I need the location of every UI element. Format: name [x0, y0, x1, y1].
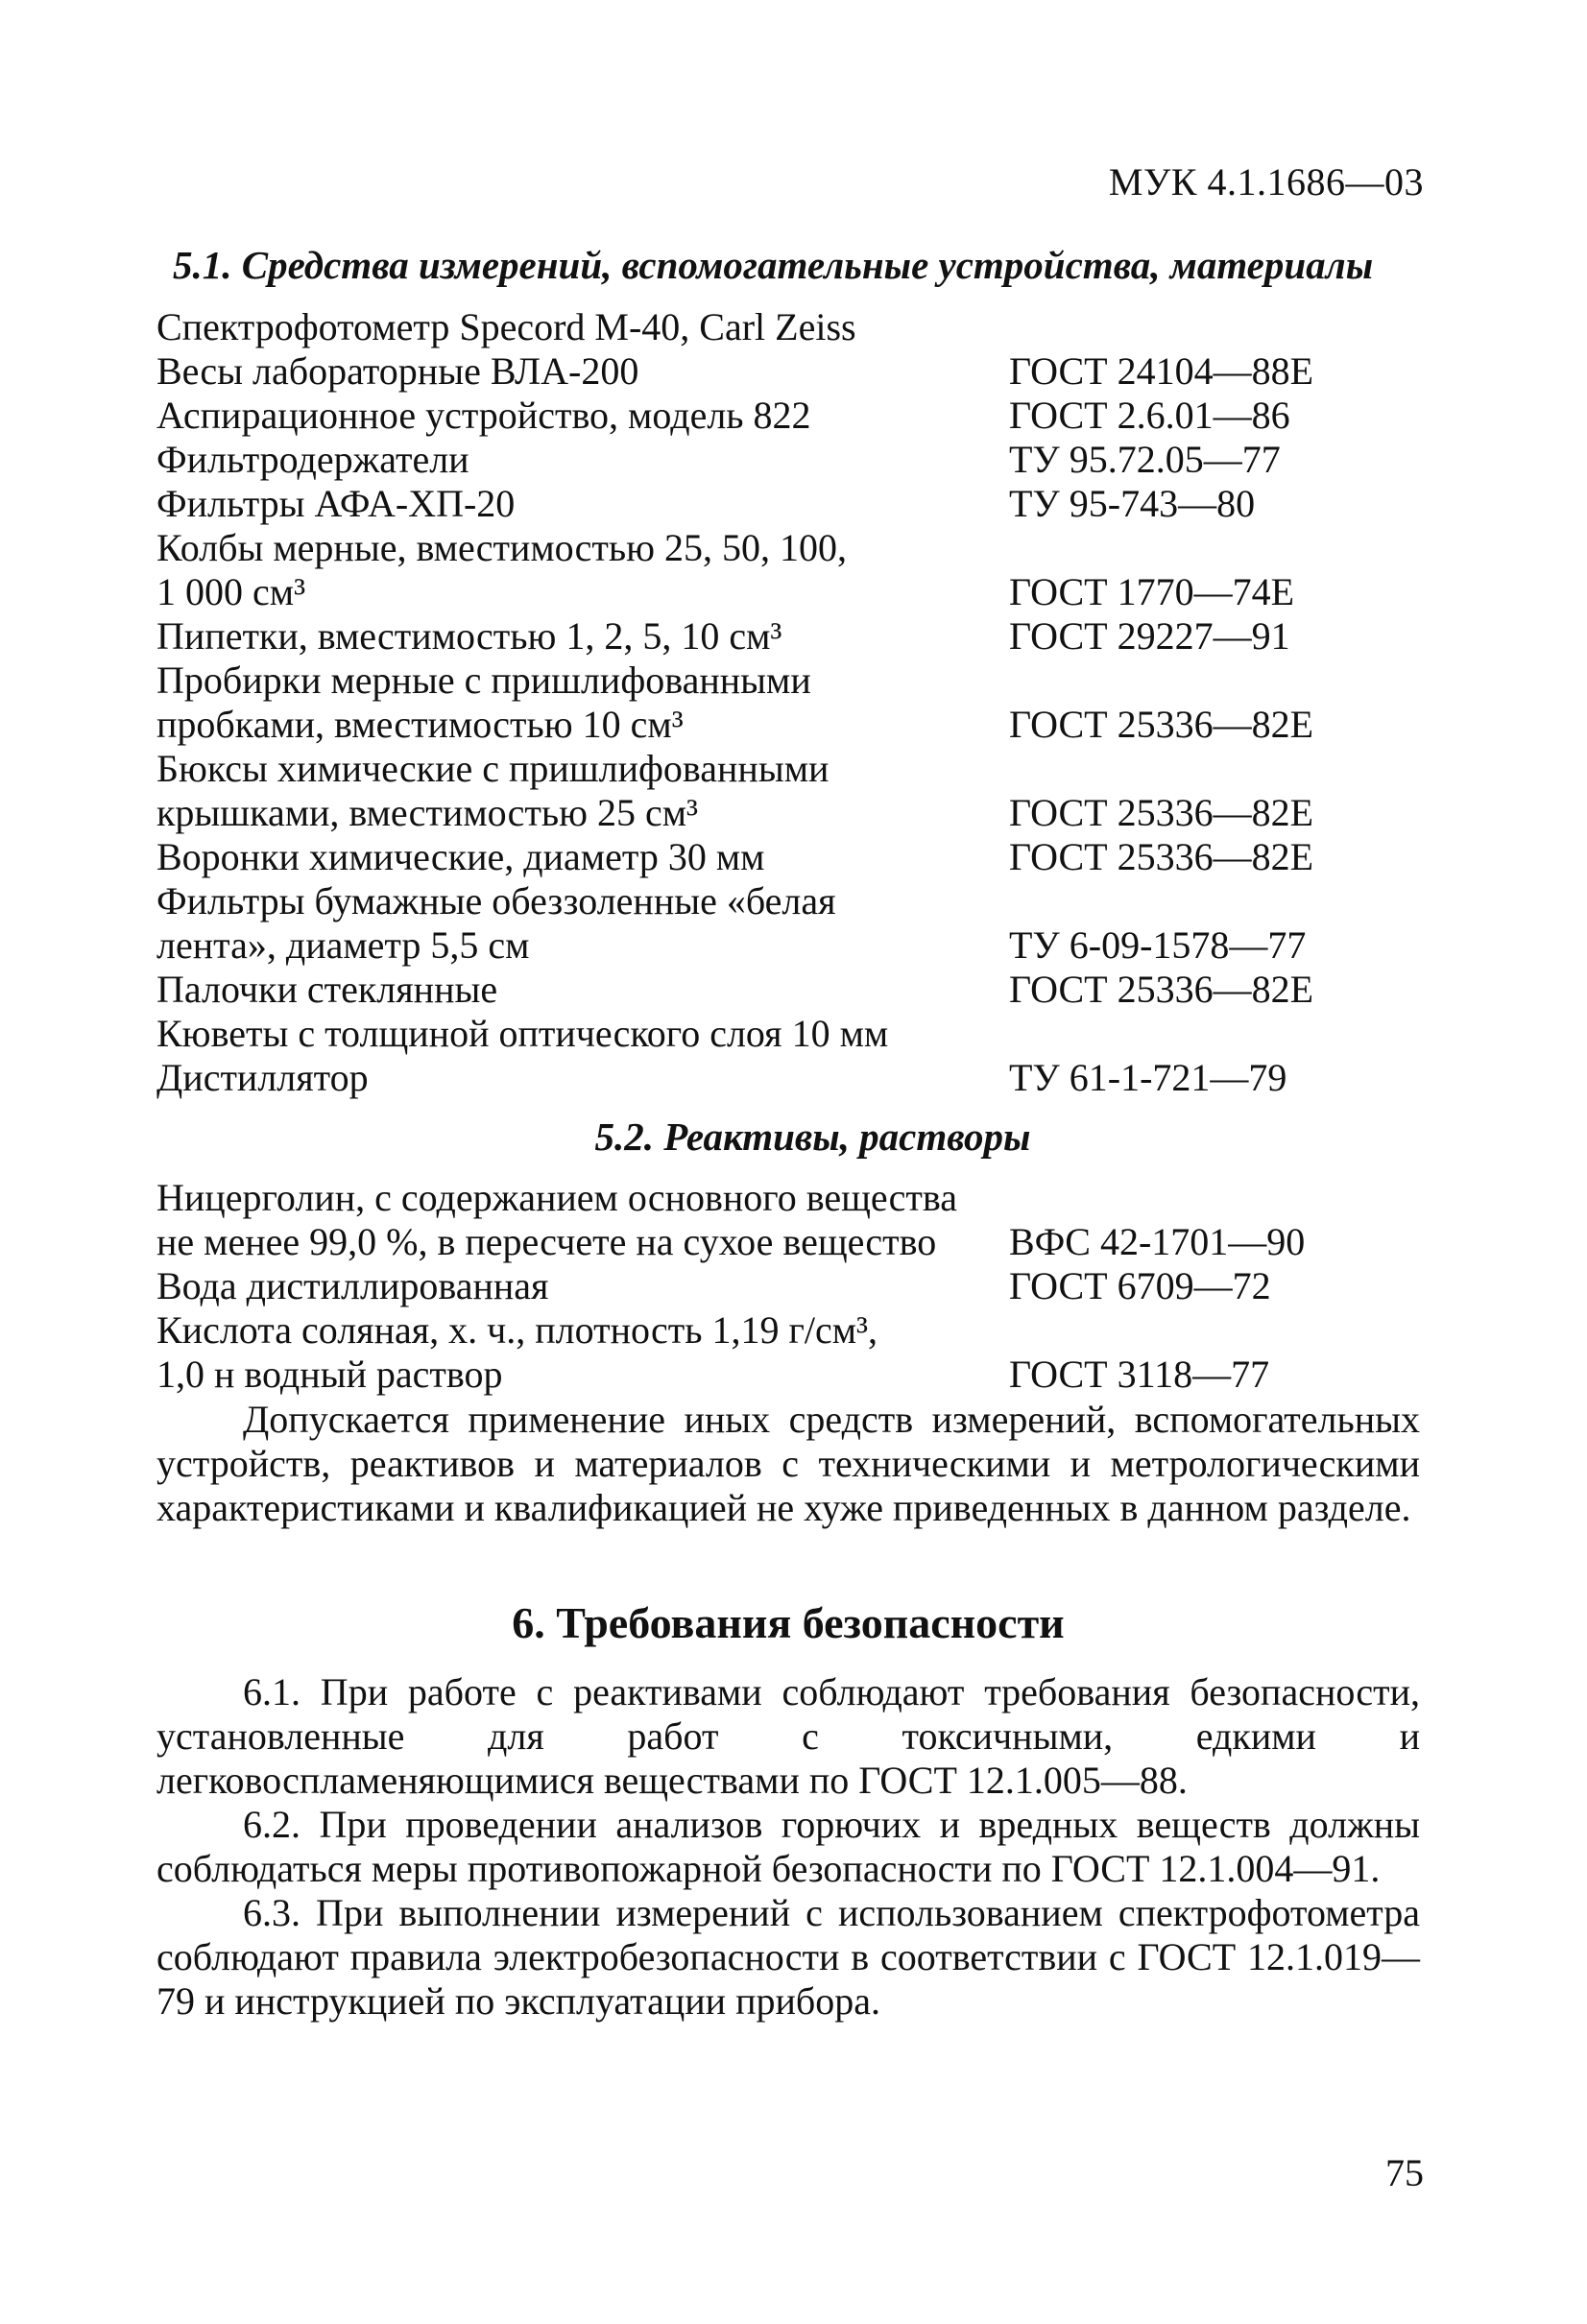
list-item	[156, 349, 1424, 394]
item-name-line: Пробирки мерные с пришлифованными	[156, 659, 811, 702]
item-name-line: не менее 99,0 %, в пересчете на сухое вещество	[156, 1220, 937, 1263]
item-name	[156, 526, 1009, 614]
item-standard: ТУ 61-1-721—79	[1009, 1056, 1287, 1099]
item-name-line: пробками, вместимостью 10 см³	[156, 703, 684, 746]
list-item	[156, 968, 1424, 1012]
list-item	[156, 438, 1424, 482]
item-name	[156, 1176, 1009, 1264]
item-name	[156, 835, 1009, 879]
item-standard: ГОСТ 25336—82Е	[1009, 968, 1314, 1011]
item-name-line: Фильтры АФА-ХП-20	[156, 482, 516, 525]
item-name	[156, 659, 1009, 747]
item-standard: ГОСТ 29227—91	[1009, 614, 1290, 658]
list-item	[156, 526, 1424, 614]
list-item	[156, 1012, 1424, 1056]
list-item	[156, 835, 1424, 879]
item-standard: ТУ 95.72.05—77	[1009, 438, 1281, 481]
item-standard: ТУ 6-09-1578—77	[1009, 923, 1307, 967]
page-number: 75	[1385, 2151, 1424, 2194]
item-name-line: 1,0 н водный раствор	[156, 1353, 503, 1396]
item-name-line: Аспирационное устройство, модель 822	[156, 394, 811, 437]
item-name-line: Воронки химические, диаметр 30 мм	[156, 835, 765, 878]
item-name-line: 1 000 см³	[156, 570, 306, 613]
item-name-line: Кислота соляная, х. ч., плотность 1,19 г/см³,	[156, 1308, 878, 1352]
item-name-line: Дистиллятор	[156, 1056, 369, 1099]
item-name-line: Палочки стеклянные	[156, 968, 498, 1011]
list-item	[156, 1056, 1424, 1100]
item-name	[156, 1308, 1009, 1397]
item-name-line: Пипетки, вместимостью 1, 2, 5, 10 см³	[156, 614, 782, 658]
list-item	[156, 659, 1424, 747]
section-5-2-note: Допускается применение иных средств измерений, вспомогательных устройств, реактивов и материалов с техническими и метрологическими характеристиками и квалификацией не хуже приведенных в данном разделе.	[156, 1398, 1420, 1529]
item-standard: ГОСТ 3118—77	[1009, 1353, 1270, 1396]
list-item	[156, 1176, 1424, 1264]
item-name-line: лента», диаметр 5,5 см	[156, 923, 530, 967]
item-name-line: Весы лабораторные ВЛА-200	[156, 349, 639, 393]
item-name	[156, 1056, 1009, 1100]
item-name	[156, 305, 1009, 349]
item-standard: ГОСТ 2.6.01—86	[1009, 394, 1290, 437]
item-standard: ГОСТ 25336—82Е	[1009, 835, 1314, 878]
section-6-paragraph-2: 6.2. При проведении анализов горючих и вредных веществ должны соблюдаться меры противопожарной безопасности по ГОСТ 12.1.004—91.	[156, 1803, 1420, 1890]
list-item	[156, 482, 1424, 526]
item-standard: ТУ 95-743—80	[1009, 482, 1256, 525]
item-name-line: Фильтродержатели	[156, 438, 469, 481]
item-name	[156, 968, 1009, 1012]
item-name-line: Колбы мерные, вместимостью 25, 50, 100,	[156, 526, 848, 569]
list-item	[156, 614, 1424, 659]
item-standard: ГОСТ 1770—74Е	[1009, 570, 1295, 613]
item-name-line: Спектрофотометр Specord M-40, Carl Zeiss	[156, 305, 856, 348]
item-standard: ВФС 42-1701—90	[1009, 1220, 1306, 1263]
list-item	[156, 1264, 1424, 1308]
document-code: МУК 4.1.1686—03	[1108, 160, 1424, 204]
item-name-line: Вода дистиллированная	[156, 1264, 549, 1307]
item-name	[156, 1012, 1009, 1056]
item-standard: ГОСТ 6709—72	[1009, 1264, 1271, 1307]
list-item	[156, 1308, 1424, 1397]
item-standard: ГОСТ 24104—88Е	[1009, 349, 1314, 393]
item-standard: ГОСТ 25336—82Е	[1009, 791, 1314, 834]
reagents-list	[156, 1176, 1424, 1397]
item-name	[156, 747, 1009, 835]
list-item	[156, 879, 1424, 968]
section-5-2-title: 5.2. Реактивы, растворы	[594, 1114, 1031, 1159]
item-name	[156, 394, 1009, 438]
item-name	[156, 614, 1009, 659]
item-name	[156, 1264, 1009, 1308]
list-item	[156, 305, 1424, 349]
item-name-line: крышками, вместимостью 25 см³	[156, 791, 699, 834]
section-6-paragraph-3: 6.3. При выполнении измерений с использованием спектрофотометра соблюдают правила электробезопасности в соответствии с ГОСТ 12.1.019—79 и инструкцией по эксплуатации прибора.	[156, 1891, 1420, 2023]
item-name-line: Ницерголин, с содержанием основного вещества	[156, 1176, 958, 1219]
list-item	[156, 394, 1424, 438]
list-item	[156, 747, 1424, 835]
item-name	[156, 482, 1009, 526]
section-6-title: 6. Требования безопасности	[512, 1598, 1065, 1647]
item-name	[156, 349, 1009, 394]
item-name	[156, 879, 1009, 968]
item-name-line: Кюветы с толщиной оптического слоя 10 мм	[156, 1012, 889, 1055]
item-name-line: Фильтры бумажные обеззоленные «белая	[156, 879, 836, 922]
equipment-list	[156, 305, 1424, 1100]
section-6-paragraph-1: 6.1. При работе с реактивами соблюдают требования безопасности, установленные для работ с токсичными, едкими и легковоспламеняющимися веществами по ГОСТ 12.1.005—88.	[156, 1670, 1420, 1802]
item-standard: ГОСТ 25336—82Е	[1009, 703, 1314, 746]
item-name-line: Бюксы химические с пришлифованными	[156, 747, 830, 790]
section-5-1-title: 5.1. Средства измерений, вспомогательные устройства, материалы	[173, 243, 1374, 287]
item-name	[156, 438, 1009, 482]
